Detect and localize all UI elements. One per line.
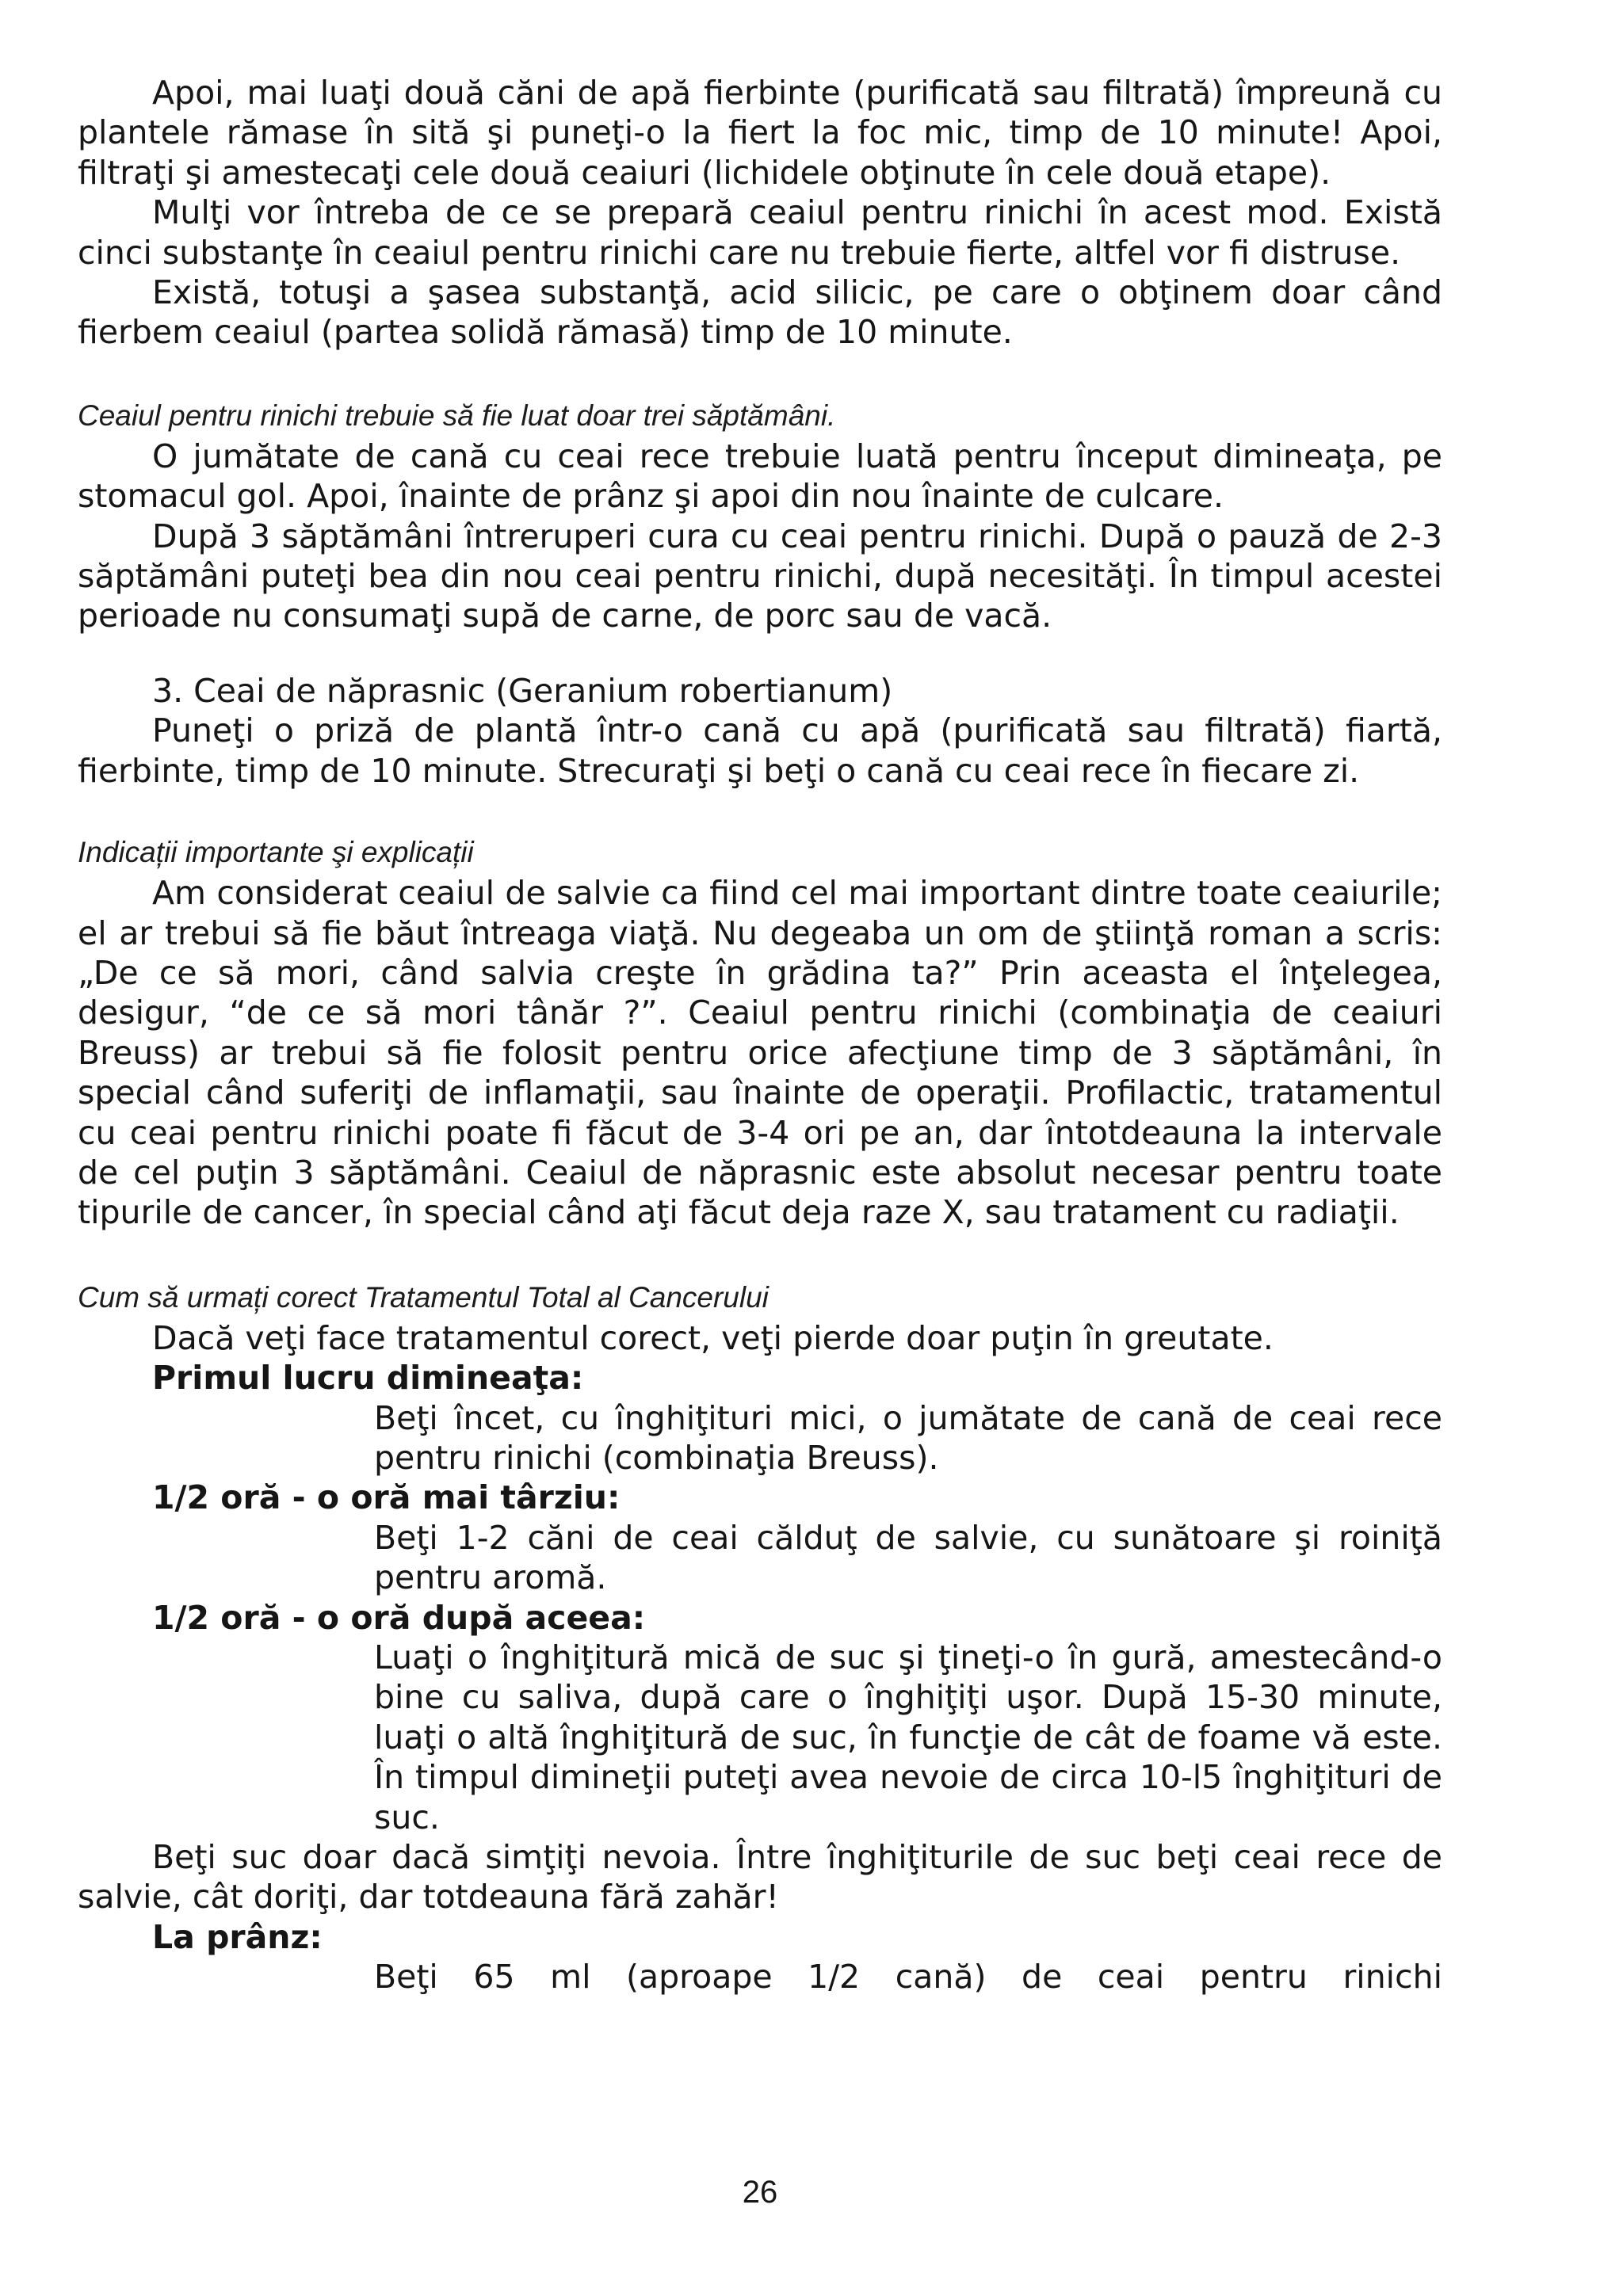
step-text-morning: Beţi încet, cu înghiţituri mici, o jumătate de cană de ceai rece pentru rinichi (combinaţia Breuss). bbox=[374, 1398, 1442, 1477]
paragraph-why-preparation: Mulţi vor întreba de ce se prepară ceaiul pentru rinichi în acest mod. Există cinci substanţe în ceaiul pentru rinichi care nu trebuie fierte, altfel vor fi distruse. bbox=[78, 193, 1442, 272]
step-label-lunch: La prânz: bbox=[152, 1917, 323, 1956]
step-text-after-that: Luaţi o înghiţitură mică de suc şi ţineţi-o în gură, amestecând-o bine cu saliva, după care o înghiţiţi uşor. După 15-30 minute, luaţi o altă înghiţitură de suc, în funcţie de cât de foame vă este. În timpul dimineţii puteţi avea nevoie de circa 10-l5 înghiţituri de suc. bbox=[374, 1638, 1442, 1836]
paragraph-kidney-pause: După 3 săptămâni întreruperi cura cu ceai pentru rinichi. După o pauză de 2-3 săptămâni puteţi bea din nou ceai pentru rinichi, după necesităţi. În timpul acestei perioade nu consumaţi supă de carne, de porc sau de vacă. bbox=[78, 517, 1442, 635]
geranium-title: 3. Ceai de năprasnic (Geranium robertianum) bbox=[152, 671, 893, 710]
paragraph-silicic-acid: Există, totuşi a şasea substanţă, acid silicic, pe care o obţinem doar când fierbem ceaiul (partea solidă rămasă) timp de 10 minute. bbox=[78, 273, 1442, 352]
paragraph-kidney-dosage: O jumătate de cană cu ceai rece trebuie luată pentru început dimineaţa, pe stomacul gol. Apoi, înainte de prânz şi apoi din nou înainte de culcare. bbox=[78, 437, 1442, 516]
section-heading-kidney-tea-duration: Ceaiul pentru rinichi trebuie să fie luat doar trei săptămâni. bbox=[78, 399, 836, 432]
step-text-half-hour-later: Beţi 1-2 căni de ceai călduţ de salvie, cu sunătoare şi roiniţă pentru aromă. bbox=[374, 1518, 1442, 1597]
paragraph-indications: Am considerat ceaiul de salvie ca fiind cel mai important dintre toate ceaiurile; el ar trebui să fie băut întreaga viaţă. Nu degeaba un om de ştiinţă roman a scris: „De ce să mori, când salvia creşte în grădina ta?” Prin aceasta el înţelegea, desigur, “de ce să mori tânăr ?”. Ceaiul pentru rinichi (combinaţia de ceaiuri Breuss) ar trebui să fie folosit pentru orice afecţiune timp de 3 săptămâni, în special când suferiţi de inflamaţii, sau înainte de operaţii. Profilactic, tratamentul cu ceai pentru rinichi poate fi făcut de 3-4 ori pe an, dar întotdeauna la intervale de cel puţin 3 săptămâni. Ceaiul de năprasnic este absolut necesar pentru toate tipurile de cancer, în special când aţi făcut deja raze X, sau tratament cu radiaţii. bbox=[78, 874, 1442, 1232]
section-heading-indications: Indicații importante şi explicații bbox=[78, 836, 474, 869]
step-label-morning: Primul lucru dimineaţa: bbox=[152, 1359, 584, 1398]
step-text-lunch: Beţi 65 ml (aproape 1/2 cană) de ceai pentru rinichi bbox=[374, 1958, 1442, 1997]
paragraph-geranium-preparation: Puneţi o priză de plantă într-o cană cu apă (purificată sau filtrată) fiartă, fierbinte, timp de 10 minute. Strecuraţi şi beţi o cană cu ceai rece în fiecare zi. bbox=[78, 711, 1442, 790]
step-label-after-that: 1/2 oră - o oră după aceea: bbox=[152, 1598, 646, 1637]
page-number: 26 bbox=[742, 2175, 778, 2210]
section-heading-treatment: Cum să urmați corect Tratamentul Total al Cancerului bbox=[78, 1280, 769, 1314]
paragraph-treatment-intro: Dacă veţi face tratamentul corect, veţi pierde doar puţin în greutate. bbox=[152, 1318, 1274, 1357]
step-label-half-hour-later: 1/2 oră - o oră mai târziu: bbox=[152, 1478, 621, 1517]
paragraph-second-infusion: Apoi, mai luaţi două căni de apă fierbinte (purificată sau filtrată) împreună cu plantele rămase în sită şi puneţi-o la fiert la foc mic, timp de 10 minute! Apoi, filtraţi şi amestecaţi cele două ceaiuri (lichidele obţinute în cele două etape). bbox=[78, 74, 1442, 192]
document-page bbox=[78, 73, 1442, 1997]
paragraph-juice-note: Beţi suc doar dacă simţiţi nevoia. Între înghiţiturile de suc beţi ceai rece de salvie, cât doriţi, dar totdeauna fără zahăr! bbox=[78, 1838, 1442, 1917]
